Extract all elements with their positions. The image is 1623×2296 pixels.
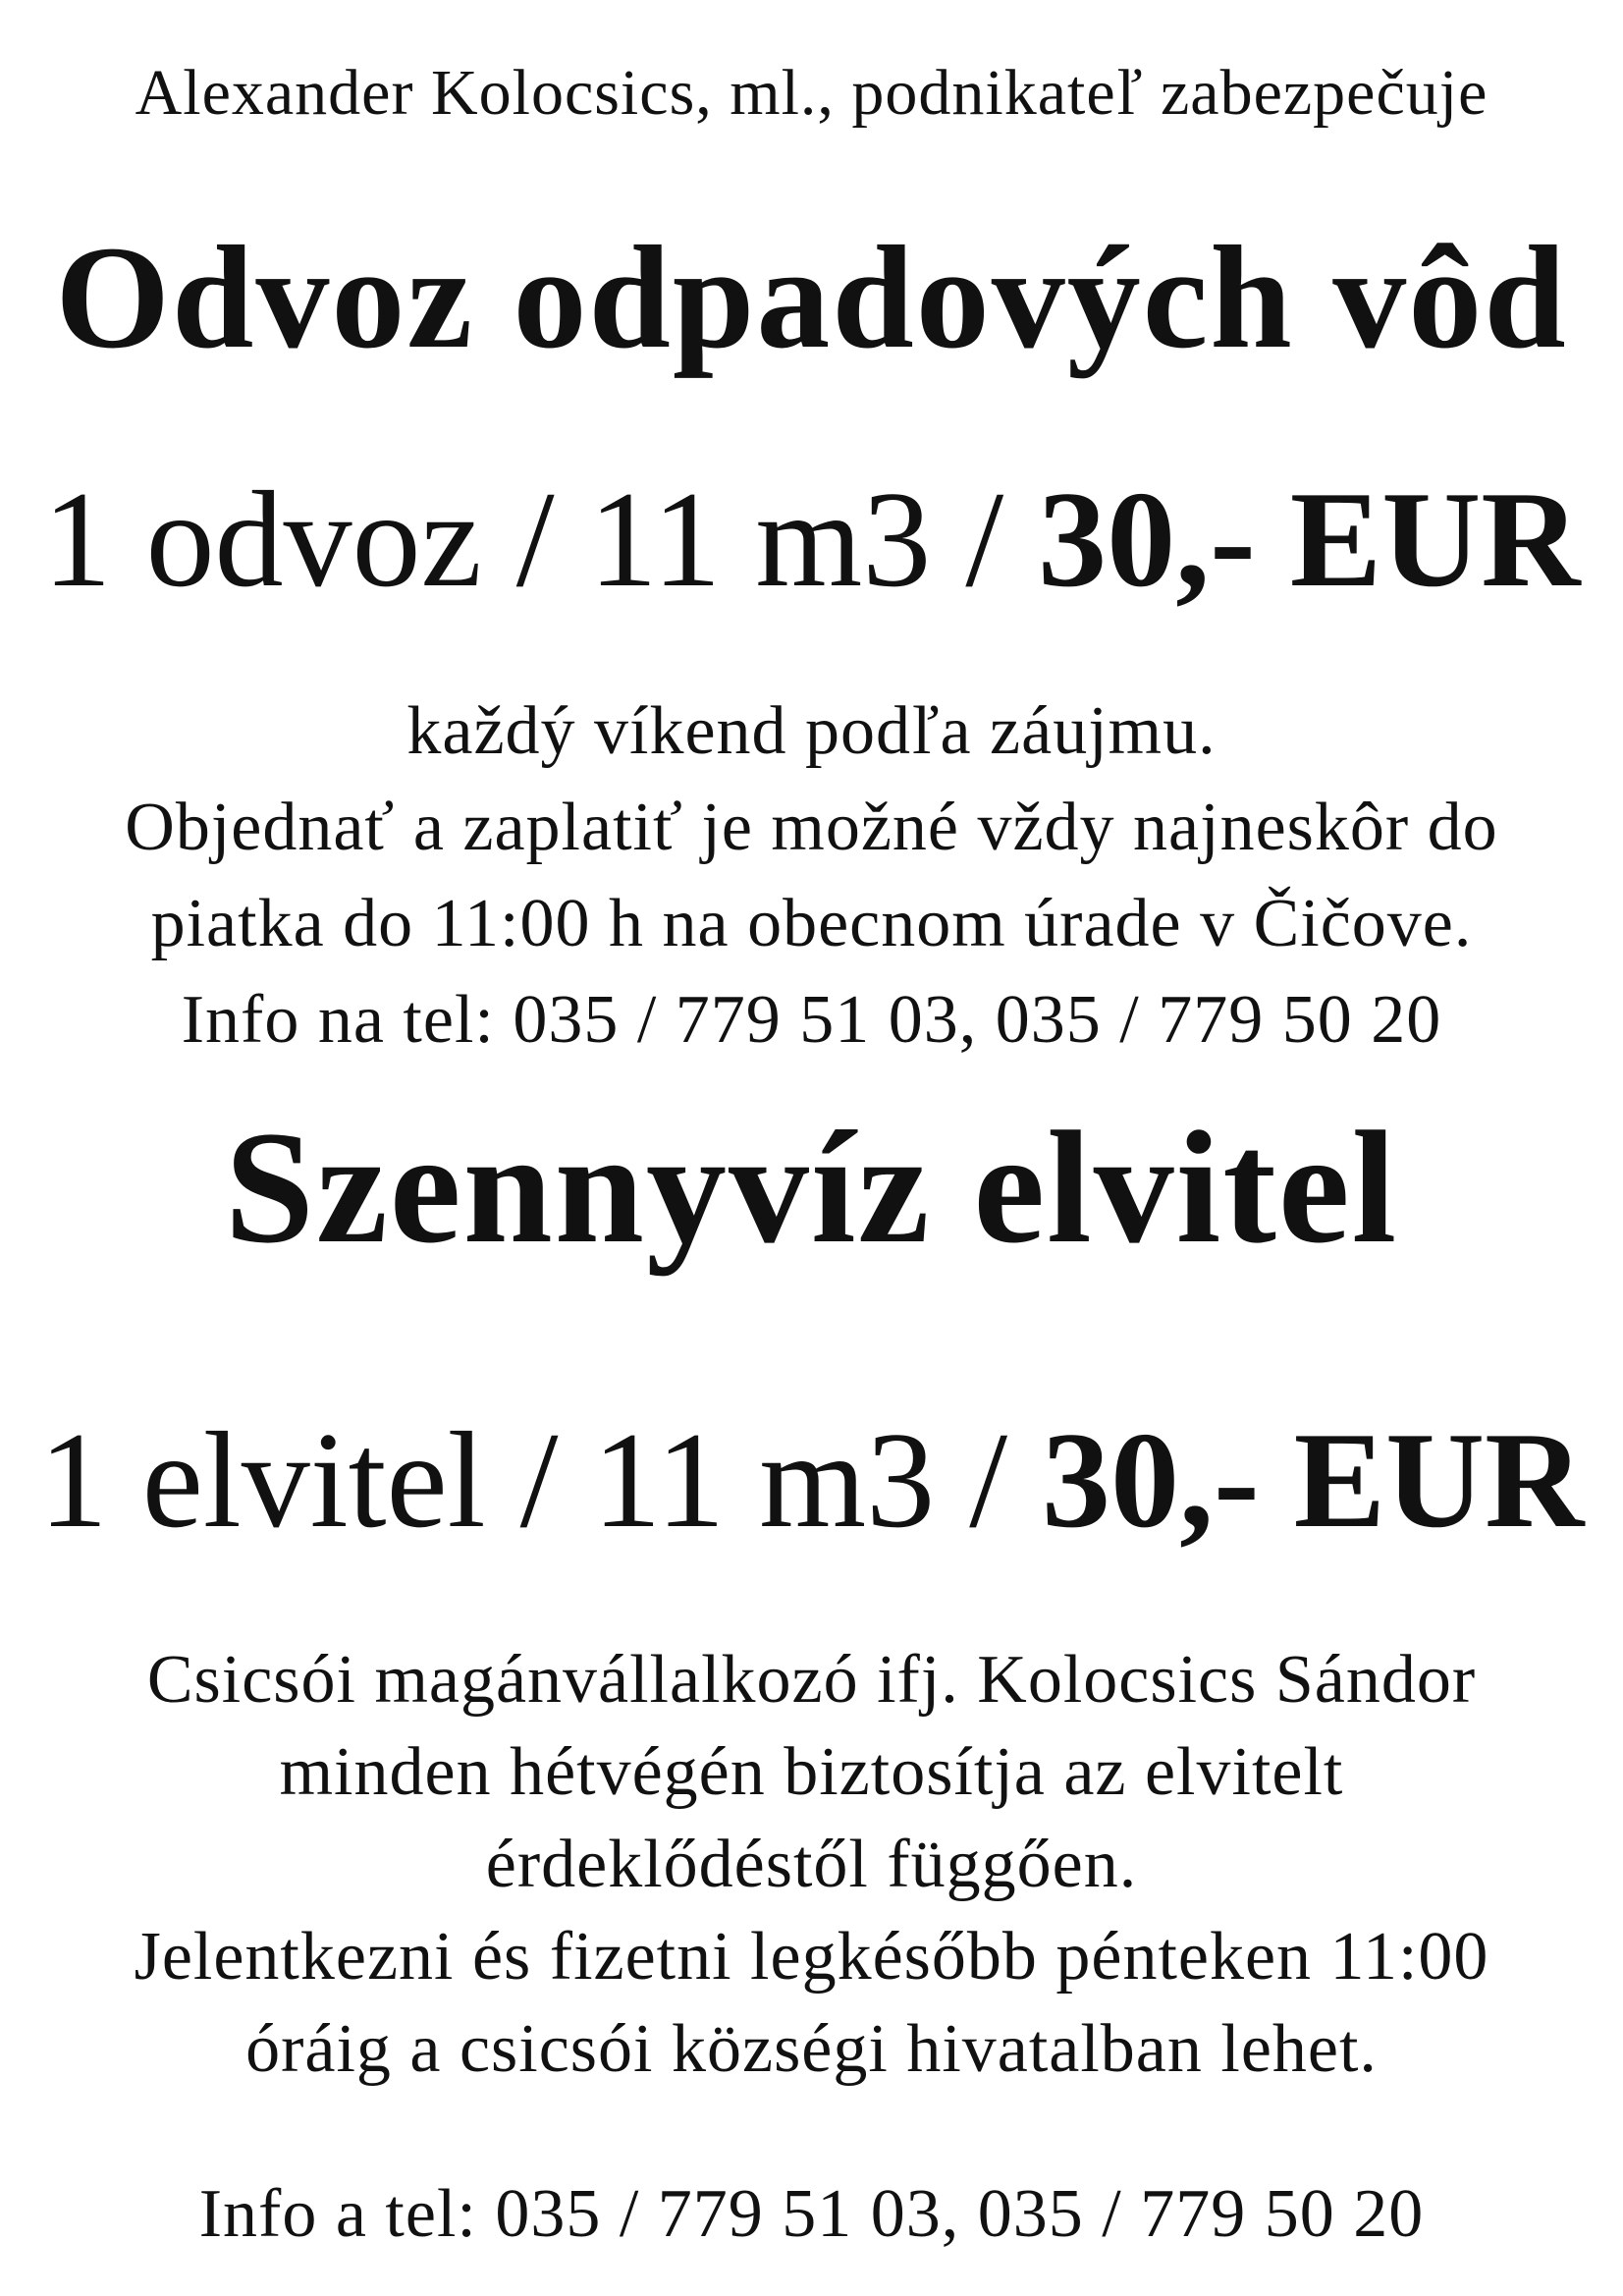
slovak-text-line: Objednať a zaplatiť je možné vždy najneskôr do bbox=[125, 790, 1498, 865]
hungarian-info-phone: Info a tel: 035 / 779 51 03, 035 / 779 50 20 bbox=[198, 2176, 1425, 2252]
hungarian-text-line: Csicsói magánvállalkozó ifj. Kolocsics Sándor bbox=[146, 1642, 1477, 1718]
hungarian-text-line: Jelentkezni és fizetni legkésőbb pénteken 11:00 bbox=[134, 1919, 1489, 1995]
hungarian-headline: Szennyvíz elvitel bbox=[224, 1099, 1399, 1277]
slovak-info-phone: Info na tel: 035 / 779 51 03, 035 / 779 50 20 bbox=[181, 982, 1442, 1058]
slovak-text-line: piatka do 11:00 h na obecnom úrade v Čičove. bbox=[150, 886, 1473, 961]
hungarian-text-line: érdeklődéstől függően. bbox=[485, 1827, 1138, 1902]
slovak-text-line: každý víkend podľa záujmu. bbox=[406, 693, 1217, 769]
hungarian-text-line: óráig a csicsói községi hivatalban lehet. bbox=[245, 2011, 1378, 2087]
hungarian-price-amount: 30,- EUR bbox=[1042, 1404, 1585, 1557]
slovak-headline: Odvoz odpadových vôd bbox=[55, 216, 1568, 379]
slovak-price-amount: 30,- EUR bbox=[1038, 464, 1581, 616]
hungarian-price-line bbox=[0, 1404, 1623, 1557]
slovak-price-prefix: 1 odvoz / 11 m3 / bbox=[42, 464, 1039, 616]
hungarian-text-line: minden hétvégén biztosítja az elvitelt bbox=[279, 1734, 1344, 1810]
intro-line: Alexander Kolocsics, ml., podnikateľ zabezpečuje bbox=[135, 57, 1488, 129]
slovak-price-line bbox=[0, 464, 1623, 616]
hungarian-price-prefix: 1 elvitel / 11 m3 / bbox=[38, 1404, 1043, 1557]
